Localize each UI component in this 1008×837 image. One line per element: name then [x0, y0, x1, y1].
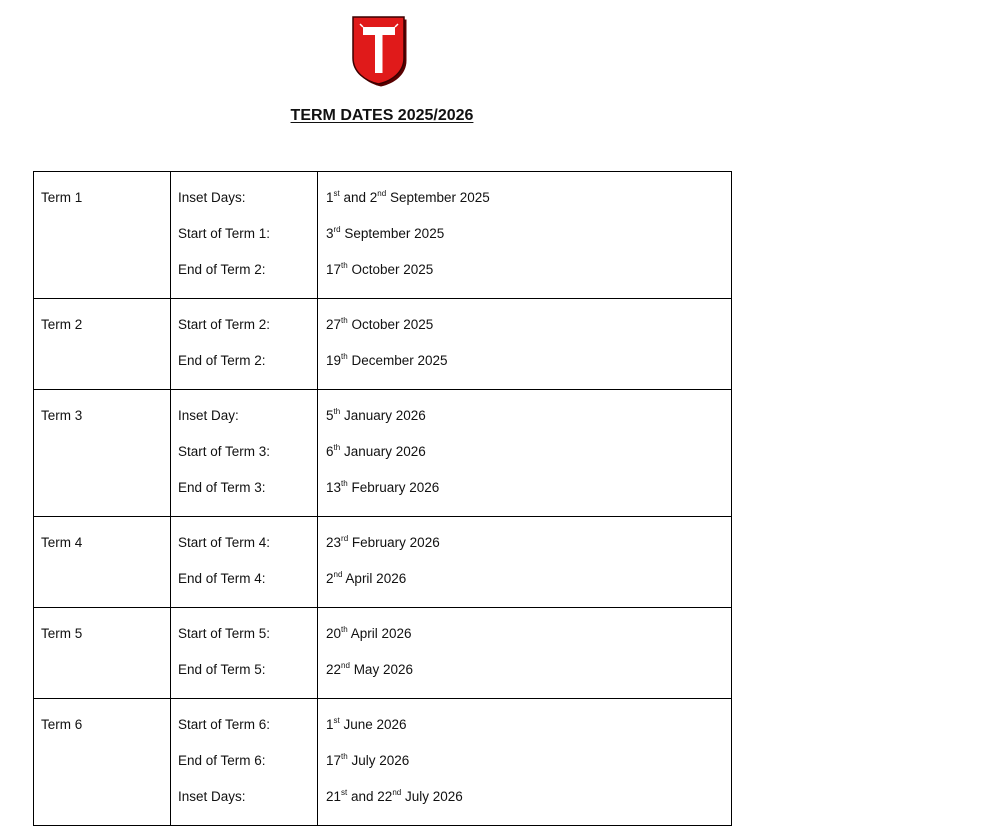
- date-ordinal-suffix: nd: [392, 788, 402, 797]
- date-value: [326, 652, 723, 688]
- date-value: [326, 216, 723, 252]
- date-ordinal-suffix: st: [333, 189, 340, 198]
- term-name: Term 3: [41, 408, 83, 423]
- date-ordinal-suffix: th: [341, 752, 348, 761]
- date-ordinal-suffix: rd: [333, 225, 341, 234]
- date-ordinal-suffix: th: [341, 625, 348, 634]
- date-value: [326, 434, 723, 470]
- term-dates-cell: [318, 390, 732, 517]
- date-label: Start of Term 5:: [178, 626, 271, 641]
- date-value: [326, 561, 723, 597]
- date-label: Inset Day:: [178, 408, 239, 423]
- term-row: [34, 699, 732, 826]
- date-text: 17: [326, 753, 342, 768]
- date-text: 22: [326, 662, 342, 677]
- term-row: [34, 299, 732, 390]
- date-label: Start of Term 6:: [178, 717, 271, 732]
- term-dates-cell: [318, 517, 732, 608]
- date-label: Start of Term 1:: [178, 226, 271, 241]
- date-ordinal-suffix: th: [341, 261, 348, 270]
- term-name: Term 4: [41, 535, 83, 550]
- date-text: September 2025: [340, 226, 445, 241]
- date-label: End of Term 4:: [178, 571, 266, 586]
- term-labels-cell: [171, 172, 318, 299]
- term-name: Term 2: [41, 317, 83, 332]
- page-title: TERM DATES 2025/2026: [290, 107, 474, 124]
- term-dates-cell: [318, 299, 732, 390]
- date-text: 2: [326, 571, 334, 586]
- date-value: [326, 180, 723, 216]
- date-text: May 2026: [349, 662, 413, 677]
- date-value: [326, 398, 723, 434]
- date-text: 20: [326, 626, 342, 641]
- term-labels-cell: [171, 608, 318, 699]
- term-dates-cell: [318, 699, 732, 826]
- date-label: End of Term 6:: [178, 753, 266, 768]
- date-text: 23: [326, 535, 342, 550]
- date-label: End of Term 2:: [178, 262, 266, 277]
- date-value: [326, 525, 723, 561]
- date-value: [326, 743, 723, 779]
- term-dates-cell: [318, 608, 732, 699]
- date-text: April 2026: [347, 626, 412, 641]
- date-label: End of Term 3:: [178, 480, 266, 495]
- date-text: 19: [326, 353, 342, 368]
- date-ordinal-suffix: nd: [377, 189, 387, 198]
- date-ordinal-suffix: th: [341, 479, 348, 488]
- date-ordinal-suffix: th: [341, 352, 348, 361]
- date-label: End of Term 2:: [178, 353, 266, 368]
- date-text: June 2026: [339, 717, 407, 732]
- term-row: [34, 390, 732, 517]
- term-name-cell: [34, 299, 171, 390]
- term-labels-cell: [171, 699, 318, 826]
- date-text: 1: [326, 717, 334, 732]
- date-text: 27: [326, 317, 342, 332]
- date-label: Start of Term 2:: [178, 317, 271, 332]
- date-text: and 22: [347, 789, 393, 804]
- term-name-cell: [34, 390, 171, 517]
- date-label: Inset Days:: [178, 190, 246, 205]
- date-text: 3: [326, 226, 334, 241]
- term-name: Term 1: [41, 190, 83, 205]
- date-text: October 2025: [347, 317, 434, 332]
- term-row: [34, 517, 732, 608]
- term-labels-cell: [171, 299, 318, 390]
- term-name: Term 5: [41, 626, 83, 641]
- date-text: July 2026: [401, 789, 463, 804]
- date-text: December 2025: [347, 353, 448, 368]
- date-ordinal-suffix: nd: [341, 661, 350, 670]
- date-value: [326, 252, 723, 288]
- date-ordinal-suffix: th: [333, 443, 341, 452]
- date-text: 13: [326, 480, 342, 495]
- term-name-cell: [34, 172, 171, 299]
- term-labels-cell: [171, 517, 318, 608]
- date-label: End of Term 5:: [178, 662, 266, 677]
- date-label: Start of Term 3:: [178, 444, 271, 459]
- date-text: July 2026: [347, 753, 410, 768]
- date-text: October 2025: [347, 262, 434, 277]
- date-text: January 2026: [340, 444, 426, 459]
- term-row: [34, 608, 732, 699]
- date-value: [326, 707, 723, 743]
- date-text: 1: [326, 190, 334, 205]
- date-ordinal-suffix: th: [341, 316, 348, 325]
- date-text: 17: [326, 262, 342, 277]
- term-name-cell: [34, 699, 171, 826]
- date-text: February 2026: [348, 535, 440, 550]
- school-crest-logo: [351, 15, 408, 87]
- date-text: and 2: [339, 190, 378, 205]
- term-name-cell: [34, 608, 171, 699]
- date-value: [326, 307, 723, 343]
- date-value: [326, 343, 723, 379]
- date-ordinal-suffix: th: [333, 407, 341, 416]
- date-ordinal-suffix: nd: [333, 570, 343, 579]
- date-text: 21: [326, 789, 342, 804]
- date-text: September 2025: [386, 190, 490, 205]
- term-labels-cell: [171, 390, 318, 517]
- date-value: [326, 470, 723, 506]
- date-label: Inset Days:: [178, 789, 246, 804]
- term-name-cell: [34, 517, 171, 608]
- date-text: April 2026: [342, 571, 407, 586]
- date-value: [326, 616, 723, 652]
- date-ordinal-suffix: st: [333, 716, 340, 725]
- date-ordinal-suffix: st: [341, 788, 348, 797]
- date-text: 5: [326, 408, 334, 423]
- term-dates-cell: [318, 172, 732, 299]
- date-text: February 2026: [347, 480, 440, 495]
- term-row: [34, 172, 732, 299]
- term-name: Term 6: [41, 717, 83, 732]
- crest-shield-icon: [351, 15, 408, 87]
- date-label: Start of Term 4:: [178, 535, 271, 550]
- date-ordinal-suffix: rd: [341, 534, 349, 543]
- date-value: [326, 779, 723, 815]
- term-dates-table: [33, 171, 732, 826]
- date-text: January 2026: [340, 408, 426, 423]
- date-text: 6: [326, 444, 334, 459]
